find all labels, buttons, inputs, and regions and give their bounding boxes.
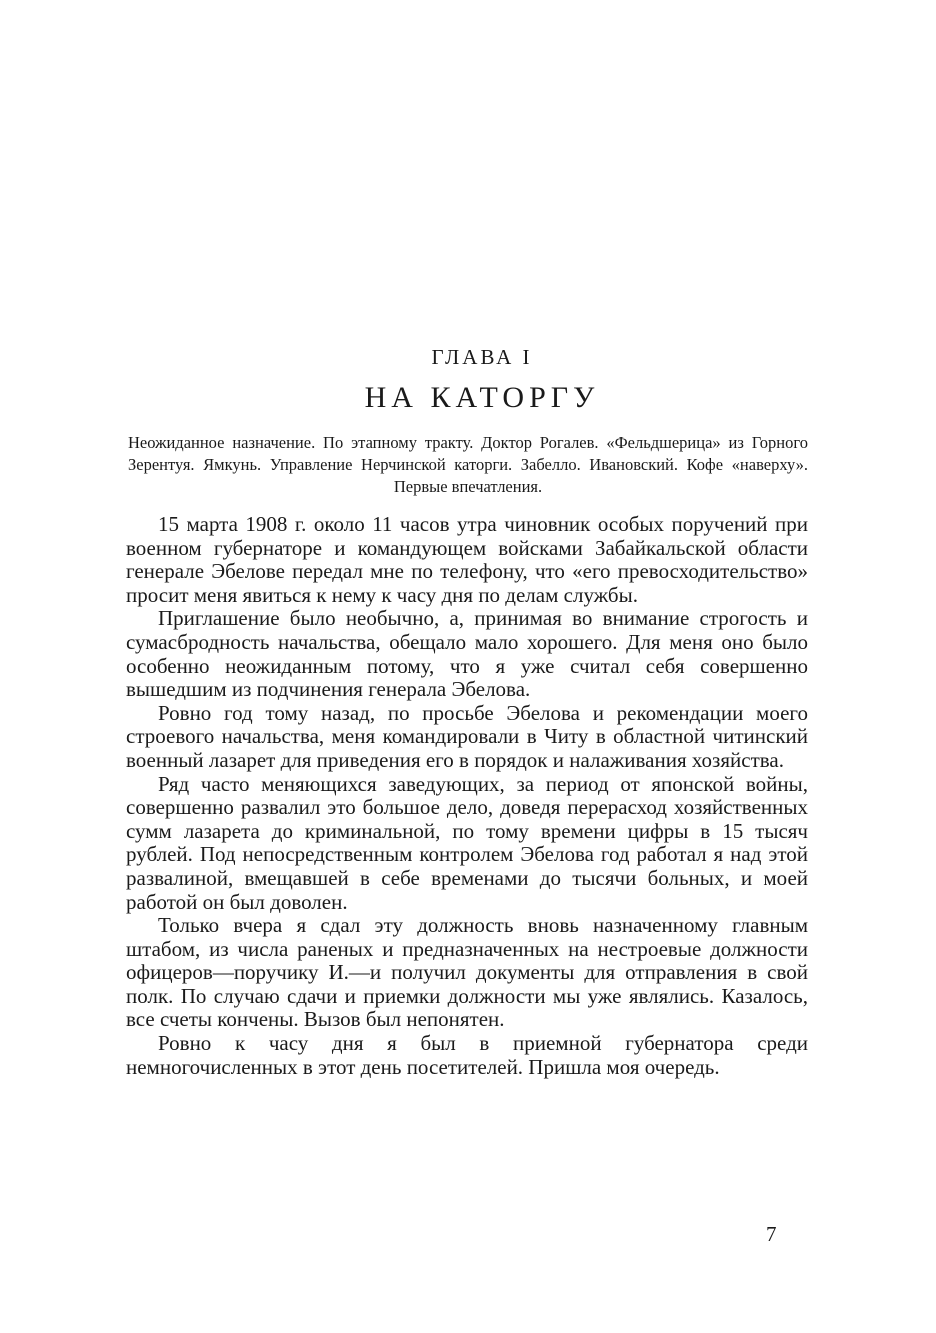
page-number: 7	[766, 1222, 777, 1246]
paragraph: Ровно к часу дня я был в приемной губернатора среди немногочисленных в этот день посетителей. Пришла моя очередь.	[126, 1031, 808, 1079]
chapter-label: ГЛАВА I	[431, 345, 533, 369]
paragraph: Ряд часто меняющихся заведующих, за период от японской войны, совершенно развалил это большое дело, доведя перерасход хозяйственных сумм лазарета до криминальной, по тому времени цифры в 15 тысяч рублей. Под непосредственным контролем Эбелова год работал я над этой развалиной, вмещавшей в себе временами до тысячи больных, и моей работой он был доволен.	[126, 771, 808, 914]
chapter-title: НА КАТОРГУ	[364, 381, 600, 414]
paragraph: Приглашение было необычно, а, принимая во внимание строгость и сумасбродность начальства, обещало мало хорошего. Для меня оно было особенно неожиданным потому, что я уже считал себя совершенно вышедшим из подчинения генерала Эбелова.	[126, 606, 808, 702]
paragraph: Ровно год тому назад, по просьбе Эбелова и рекомендации моего строевого начальства, меня командировали в Читу в областной читинский военный лазарет для приведения его в порядок и налаживания хозяйства.	[126, 700, 808, 772]
paragraph: 15 марта 1908 г. около 11 часов утра чиновник особых поручений при военном губернаторе и командующем войсками Забайкальской области генерале Эбелове передал мне по телефону, что «его превосходительство» просит меня явиться к нему к часу дня по делам службы.	[126, 512, 808, 607]
chapter-synopsis: Неожиданное назначение. По этапному тракту. Доктор Рогалев. «Фельдшерица» из Горного Зерентуя. Ямкунь. Управление Нерчинской каторги. Забелло. Ивановский. Кофе «наверху». Первые впечатления.	[128, 433, 808, 496]
chapter-body	[126, 513, 808, 1079]
paragraph: Только вчера я сдал эту должность вновь назначенному главным штабом, из числа раненых и предназначенных на нестроевые должности офицеров—поручику И.—и получил документы для отправления в свой полк. По случаю сдачи и приемки должности мы уже являлись. Казалось, все счеты кончены. Вызов был непонятен.	[126, 913, 808, 1032]
